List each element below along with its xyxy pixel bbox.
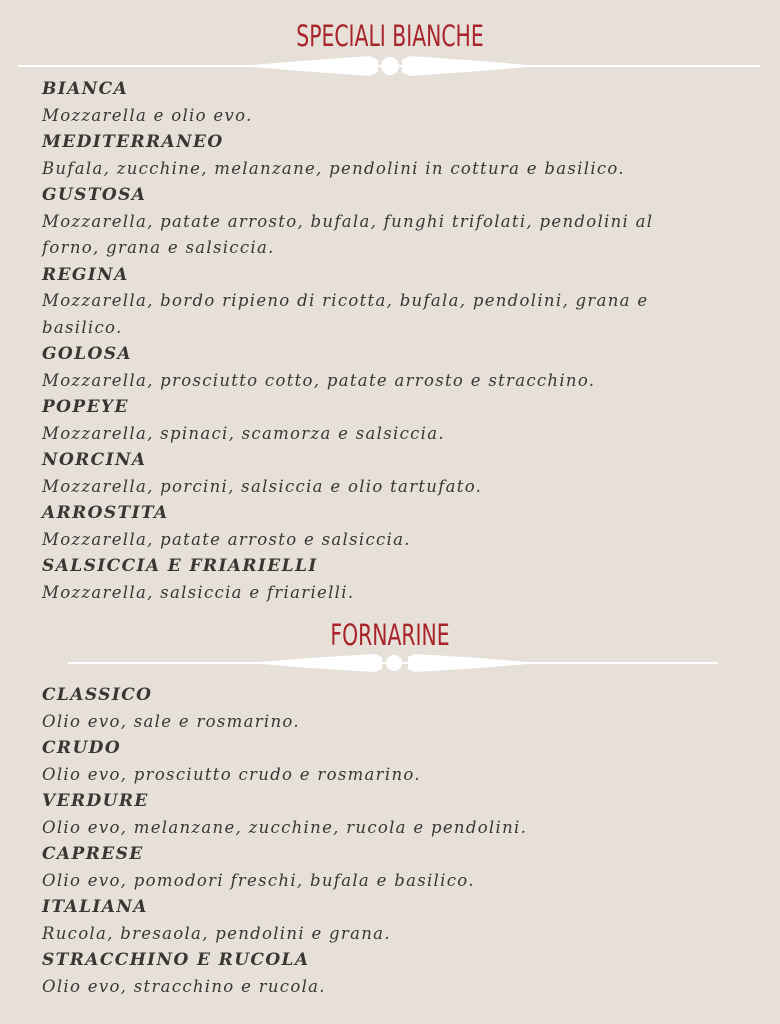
item-name: CRUDO <box>42 738 122 758</box>
item-name: CAPRESE <box>42 844 144 864</box>
item-description: Olio evo, prosciutto crudo e rosmarino. <box>42 764 421 784</box>
menu-item <box>42 394 742 447</box>
item-name: SALSICCIA E FRIARIELLI <box>42 556 318 576</box>
menu-item <box>42 841 742 894</box>
item-description: Mozzarella, prosciutto cotto, patate arrosto e stracchino. <box>42 370 596 390</box>
item-description: Olio evo, pomodori freschi, bufala e basilico. <box>42 870 475 890</box>
item-description: Mozzarella, patate arrosto e salsiccia. <box>42 529 411 549</box>
item-name: REGINA <box>42 264 129 285</box>
item-description: Mozzarella, salsiccia e friarielli. <box>42 582 355 602</box>
item-name: GOLOSA <box>42 344 132 364</box>
menu-item <box>42 682 742 735</box>
item-name: BIANCA <box>42 79 129 99</box>
item-description: Rucola, bresaola, pendolini e grana. <box>42 923 391 943</box>
menu-item <box>42 76 742 129</box>
item-description: Mozzarella, patate arrosto, bufala, funghi trifolati, pendolini al forno, grana e salsiccia. <box>42 211 654 257</box>
item-name: CLASSICO <box>42 685 153 705</box>
item-name: GUSTOSA <box>42 185 147 205</box>
section-title-speciali-bianche: SPECIALI BIANCHE <box>296 19 484 53</box>
item-name: VERDURE <box>42 791 149 811</box>
item-description: Mozzarella, spinaci, scamorza e salsiccia. <box>42 423 445 443</box>
item-name: STRACCHINO E RUCOLA <box>42 950 310 970</box>
item-description: Olio evo, stracchino e rucola. <box>42 976 326 996</box>
speciali-bianche-list <box>42 76 742 606</box>
item-name: NORCINA <box>42 450 147 470</box>
menu-item <box>42 500 742 553</box>
menu-item <box>42 262 742 342</box>
item-description: Mozzarella, porcini, salsiccia e olio tartufato. <box>42 476 483 496</box>
menu-item <box>42 129 742 182</box>
menu-item <box>42 447 742 500</box>
fornarine-list <box>42 682 742 1000</box>
menu-item <box>42 182 742 262</box>
menu-item <box>42 735 742 788</box>
item-description: Mozzarella e olio evo. <box>42 105 253 125</box>
item-description: Mozzarella, bordo ripieno di ricotta, bufala, pendolini, grana e basilico. <box>42 291 649 337</box>
menu-item <box>42 553 742 606</box>
ornamental-divider <box>0 649 780 679</box>
item-name: ITALIANA <box>42 897 148 917</box>
item-description: Bufala, zucchine, melanzane, pendolini in cottura e basilico. <box>42 158 625 178</box>
item-description: Olio evo, sale e rosmarino. <box>42 711 300 731</box>
menu-item <box>42 894 742 947</box>
item-name: POPEYE <box>42 397 129 417</box>
item-description: Olio evo, melanzane, zucchine, rucola e pendolini. <box>42 817 528 837</box>
menu-item <box>42 341 742 394</box>
item-name: ARROSTITA <box>42 503 169 523</box>
menu-item <box>42 947 742 1000</box>
section-title-fornarine: FORNARINE <box>330 618 450 652</box>
item-name: MEDITERRANEO <box>42 132 224 152</box>
menu-item <box>42 788 742 841</box>
